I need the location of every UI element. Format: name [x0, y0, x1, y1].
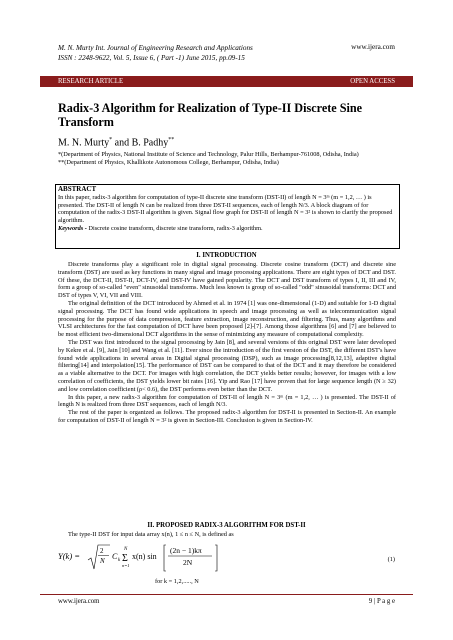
paper-title: Radix-3 Algorithm for Realization of Type-II Discrete Sine Transform — [58, 101, 363, 129]
banner-open-access: OPEN ACCESS — [350, 77, 395, 85]
keywords-label: Keywords - — [58, 224, 87, 232]
paragraph: The DST was first introduced to the signal processing by Jain [8], and several versions of this original DST were later developed by Kekre et al. [9], Jain [10] and Wang et al. [11]. Ever since the introduction of the first version of the DST, the different DST's have found wide applications in several areas in Digital signal processing (DSP), such as image processing[8,12,13], adaptive digital filtering[14] and interpolation[15]. The performance of DST can be compared to that of the DCT and it may therefore be considered as a viable alternative to the DCT. For images with high correlation, the DCT yields better results; however, for images with a low correlation of coefficients, the DST yields lower bit rates [16]. Yip and Rao [17] have proven that for large sequence length (N ≥ 32) and low correlation coefficient (ρ< 0.6), the DST performs even better than the DCT. — [58, 338, 396, 393]
banner-research-article: RESEARCH ARTICLE — [58, 77, 124, 85]
eq-ck-sub: k — [118, 558, 121, 563]
paragraph: In this paper, a new radix-3 algorithm for computation of DST-II of length N = 3ᵐ (m = 1,2, … ) is presented. The DST-II of length N is realized from three DST sequences, each of length N/3. — [58, 393, 396, 409]
journal-citation: M. N. Murty Int. Journal of Engineering Research and Applications — [58, 44, 253, 52]
section-1-heading: I. INTRODUCTION — [196, 252, 257, 259]
equation-range: for k = 1,2,....., N — [155, 578, 199, 585]
authors — [58, 137, 174, 148]
section-2-heading: II. PROPOSED RADIX-3 ALGORITHM FOR DST-II — [147, 522, 306, 529]
eq-frac-den: 2N — [183, 558, 193, 567]
eq-sum-top: N — [124, 547, 128, 552]
abstract-heading: ABSTRACT — [58, 185, 97, 193]
eq-x-sin: x(n) sin — [132, 552, 157, 561]
eq-sqrt-num: 2 — [100, 547, 104, 555]
eq-lhs: Y(k) = — [58, 551, 81, 561]
paragraph: Discrete transforms play a significant role in digital signal processing. Discrete cosine transform (DCT) and discrete sine transform (DST) are used as key functions in many signal and image processing applications. There are eight types of DCT and DST. Of these, the DCT-II, DST-II, DCT-IV, and DST-IV have gained popularity. The DCT and DST transform of types I, II, III and IV, form a group of so-called "even" sinusoidal transforms. Much less known is group of so-called "odd" sinusoidal transforms: DCT and DST of types V, VI, VII and VIII. — [58, 261, 396, 300]
eq-sum-bottom: n=1 — [122, 563, 130, 568]
eq-sigma: Σ — [122, 553, 128, 564]
footer-rule — [40, 594, 413, 595]
author-2: and B. Padhy — [112, 137, 169, 149]
eq-ck: C — [112, 552, 118, 561]
affiliation-1: *(Department of Physics, National Institute of Science and Technology, Palur Hills, Berhampur-761008, Odisha, India) — [58, 151, 359, 158]
paragraph: The original definition of the DCT introduced by Ahmed et al. in 1974 [1] was one-dimensional (1-D) and suitable for 1-D digital signal processing. The DCT has found wide applications in speech and image processing as well as telecommunication signal processing for the purpose of data compression, feature extraction, image reconstruction, and filtering. Thus, many algorithms and VLSI architectures for the fast computation of DCT have been proposed [2]-[7]. Among those algorithms [6] and [7] are believed to be most efficient two-dimensional DCT algorithms in the sense of minimizing any measure of computational complexity. — [58, 299, 396, 339]
sqrt-sign — [88, 545, 110, 569]
paragraph: The rest of the paper is organized as follows. The proposed radix-3 algorithm for DST-II is presented in Section-II. An example for computation of DST-II of length N = 3² is given in Section-III. Conclusion is given in Section-IV. — [58, 409, 396, 424]
author-1-mark: * — [109, 137, 113, 143]
journal-issn: ISSN : 2248-9622, Vol. 5, Issue 6, ( Part -1) June 2015, pp.09-15 — [58, 54, 245, 62]
section-2-intro: The type-II DST for input data array x(n), 1 ≤ n ≤ N, is defined as — [68, 531, 234, 538]
left-bracket — [164, 545, 166, 571]
affiliation-2: **(Department of Physics, Khallikote Autonomous College, Berhampur, Odisha, India) — [58, 158, 279, 166]
footer-website[interactable]: www.ijera.com — [58, 598, 100, 605]
right-bracket — [215, 545, 217, 571]
journal-header — [58, 43, 253, 63]
article-banner — [40, 76, 413, 87]
equation-number: (1) — [387, 556, 395, 563]
affiliations — [58, 151, 403, 167]
eq-frac-num: (2n − 1)kπ — [170, 546, 202, 555]
author-1: M. N. Murty — [58, 137, 110, 149]
keywords-text: Discrete cosine transform, discrete sine transform, radix-3 algorithm. — [86, 224, 263, 232]
eq-sqrt-den: N — [100, 557, 105, 565]
footer-page-number: 9 | P a g e — [368, 598, 395, 605]
keywords — [58, 225, 396, 233]
header-website[interactable]: www.ijera.com — [351, 43, 395, 51]
section-1-body — [58, 261, 396, 425]
abstract-text: In this paper, radix-3 algorithm for computation of type-II discrete sine transform (DST-II) of length N = 3ᵐ (m = 1,2, … ) is presented. The DST-II of length N can be realized from three DST-II sequences, each of length N/3. A block diagram of for computation of the radix-3 DST-II algorithm is given. Signal flow graph for DST-II of length N = 3² is shown to clarify the proposed algorithm. — [58, 193, 393, 225]
abstract — [58, 186, 396, 233]
author-2-mark: ** — [168, 137, 175, 143]
equation-1 — [58, 542, 398, 578]
